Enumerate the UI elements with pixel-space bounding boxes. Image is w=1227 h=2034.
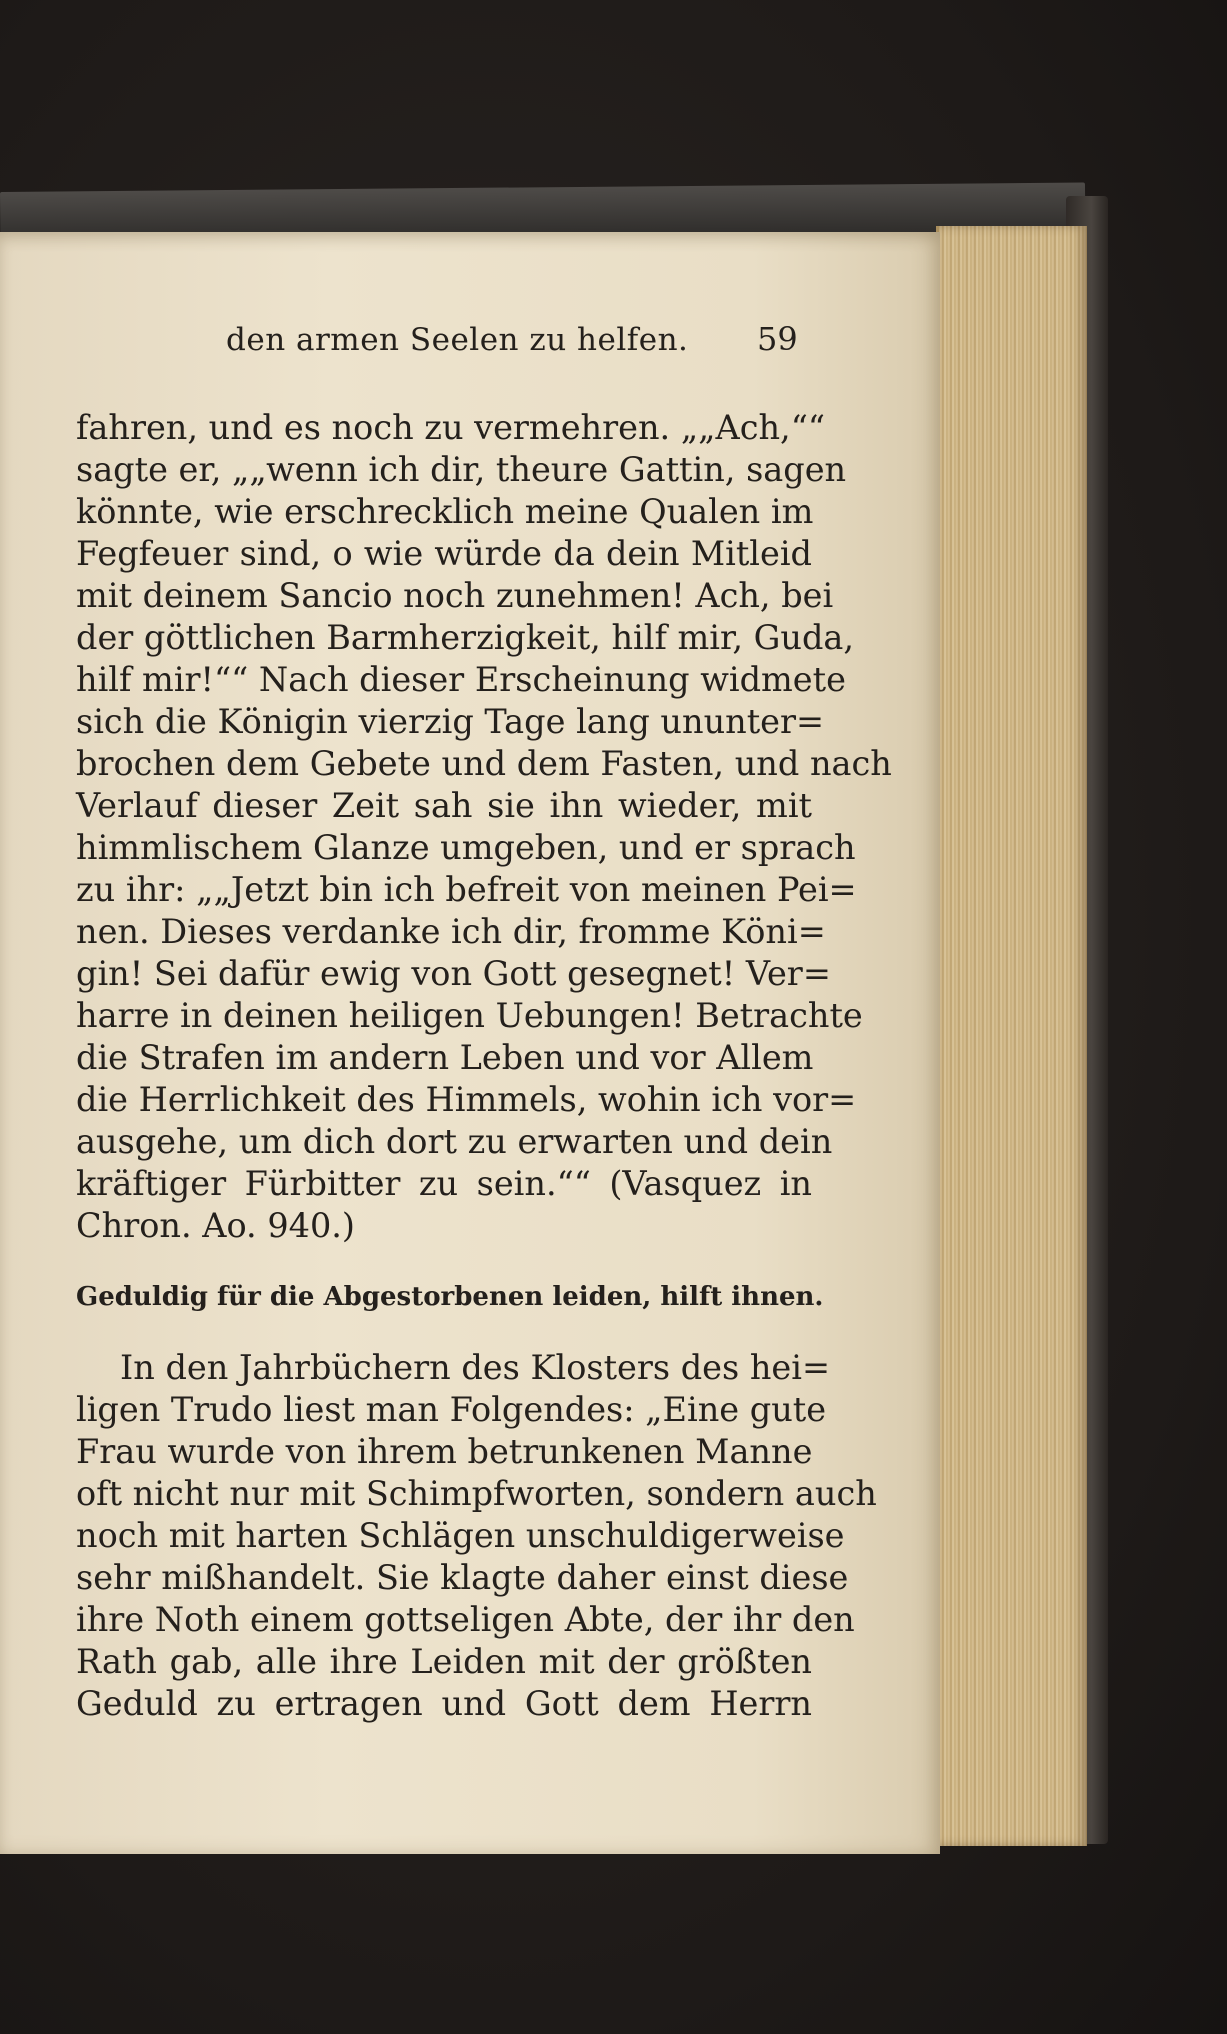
page-block-fore-edge xyxy=(936,226,1087,1846)
text-line: die Strafen im andern Leben und vor Allem xyxy=(76,1038,814,1077)
text-line: In den Jahrbüchern des Klosters des hei= xyxy=(120,1348,831,1387)
text-line: ligen Trudo liest man Folgendes: „Eine gute xyxy=(76,1390,827,1429)
text-line: brochen dem Gebete und dem Fasten, und nach xyxy=(76,744,892,783)
text-line: ausgehe, um dich dort zu erwarten und dein xyxy=(76,1122,833,1161)
page-text-area xyxy=(0,232,940,1854)
text-line: noch mit harten Schlägen unschuldigerweise xyxy=(76,1516,845,1555)
section-heading: Geduldig für die Abgestorbenen leiden, hilft ihnen. xyxy=(76,1282,824,1312)
text-line: himmlischem Glanze umgeben, und er sprach xyxy=(76,828,856,867)
text-line: mit deinem Sancio noch zunehmen! Ach, bei xyxy=(76,576,834,615)
text-line: ihre Noth einem gottseligen Abte, der ihr den xyxy=(76,1600,855,1639)
text-line: könnte, wie erschrecklich meine Qualen im xyxy=(76,492,814,531)
page-number: 59 xyxy=(757,320,798,358)
text-line: Frau wurde von ihrem betrunkenen Manne xyxy=(76,1432,813,1471)
text-line: der göttlichen Barmherzigkeit, hilf mir, Guda, xyxy=(76,618,855,657)
text-line: sich die Königin vierzig Tage lang ununter= xyxy=(76,702,825,741)
text-line: Geduld zu ertragen und Gott dem Herrn xyxy=(76,1684,812,1723)
text-line: Chron. Ao. 940.) xyxy=(76,1206,355,1245)
text-line: sagte er, „„wenn ich dir, theure Gattin, sagen xyxy=(76,450,847,489)
text-line: gin! Sei dafür ewig von Gott gesegnet! Ver= xyxy=(76,954,831,993)
text-line: nen. Dieses verdanke ich dir, fromme Köni= xyxy=(76,912,826,951)
text-line: oft nicht nur mit Schimpfworten, sondern auch xyxy=(76,1474,877,1513)
running-head: den armen Seelen zu helfen. xyxy=(226,322,689,358)
text-line: sehr mißhandelt. Sie klagte daher einst diese xyxy=(76,1558,849,1597)
text-line: die Herrlichkeit des Himmels, wohin ich vor= xyxy=(76,1080,857,1119)
text-line: kräftiger Fürbitter zu sein.““ (Vasquez in xyxy=(76,1164,812,1203)
text-line: fahren, und es noch zu vermehren. „„Ach,““ xyxy=(76,408,825,447)
text-line: harre in deinen heiligen Uebungen! Betrachte xyxy=(76,996,863,1035)
text-line: Verlauf dieser Zeit sah sie ihn wieder, mit xyxy=(76,786,812,825)
text-line: Fegfeuer sind, o wie würde da dein Mitleid xyxy=(76,534,812,573)
text-line: Rath gab, alle ihre Leiden mit der größten xyxy=(76,1642,812,1681)
book-page xyxy=(0,232,940,1854)
text-line: hilf mir!““ Nach dieser Erscheinung widmete xyxy=(76,660,846,699)
text-line: zu ihr: „„Jetzt bin ich befreit von meinen Pei= xyxy=(76,870,857,909)
